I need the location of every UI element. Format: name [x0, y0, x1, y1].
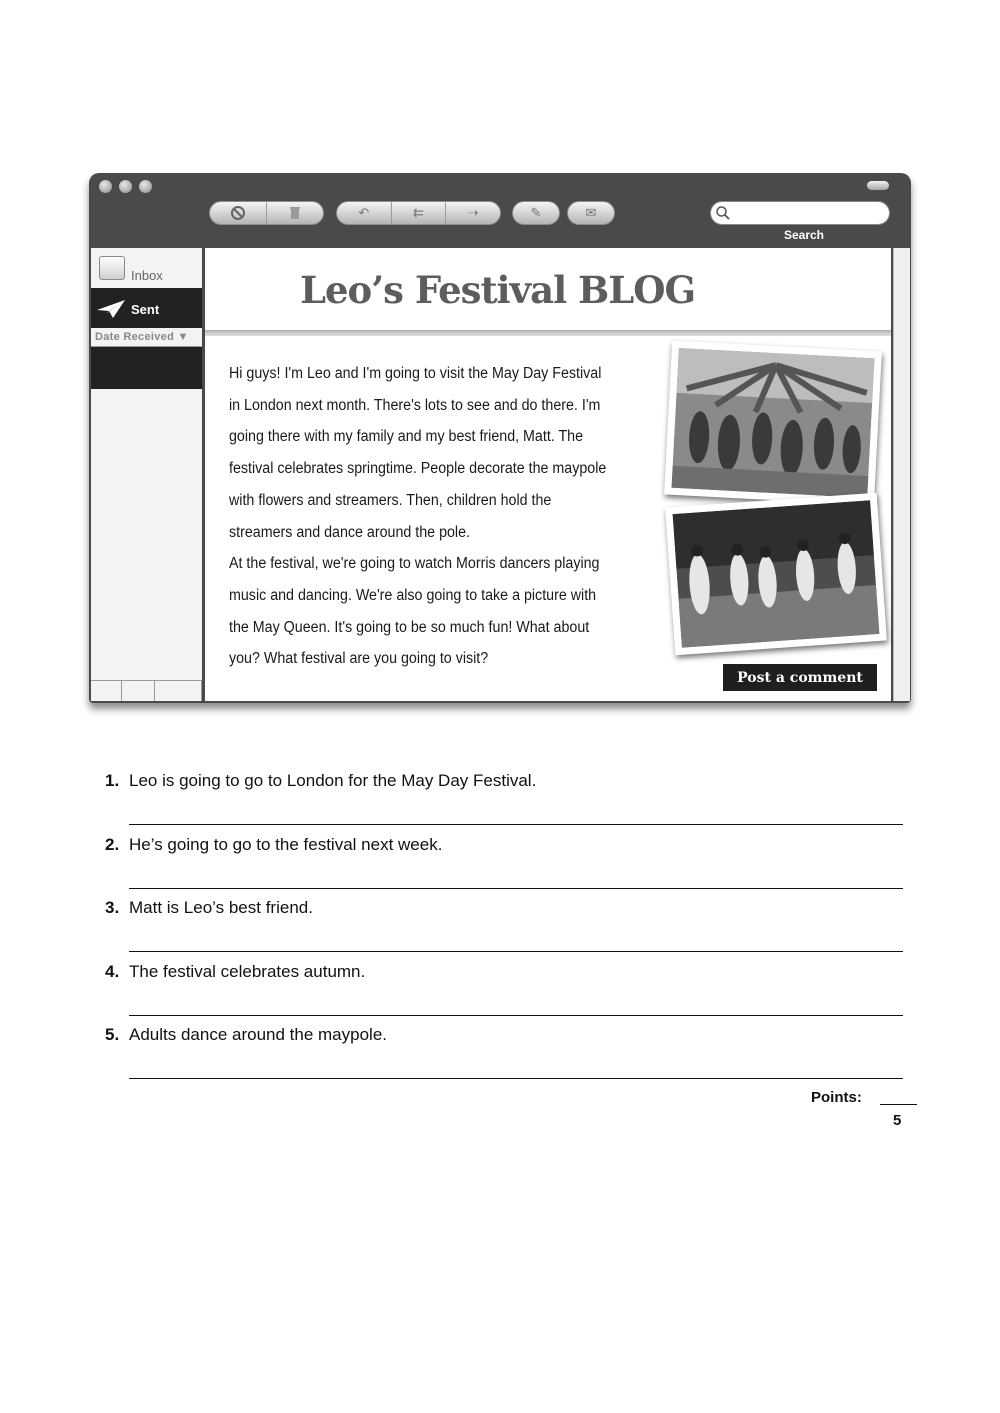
question-item [105, 768, 900, 832]
forward-icon: ➝ [467, 205, 479, 220]
reply-all-icon: ⇇ [413, 205, 424, 220]
search-input[interactable] [733, 204, 887, 222]
sidebar-item-inbox[interactable] [91, 248, 202, 288]
reply-icon: ↶ [358, 205, 370, 220]
compose-button[interactable] [513, 202, 559, 224]
compose-icon: ✎ [530, 205, 542, 220]
points-total: 5 [893, 1112, 902, 1129]
toolbar-group-new [567, 201, 615, 225]
points-label: Points: [811, 1089, 862, 1106]
toolbar-group-compose [512, 201, 560, 225]
sidebar-item-sent[interactable] [91, 288, 202, 328]
answer-field[interactable] [129, 1066, 903, 1079]
sidebar-item-label: Inbox [131, 268, 163, 283]
question-text: Leo is going to go to London for the May Day Festival. [129, 771, 537, 790]
blog-paragraph: At the festival, we're going to watch Morris dancers playing music and dancing. We're also going to take a picture with the May Queen. It's going to be so much fun! What about you? What festival are you going to visit? [229, 555, 600, 668]
window-controls [99, 180, 152, 193]
forward-button[interactable] [446, 202, 500, 224]
sidebar-footer [91, 680, 202, 701]
trash-icon [287, 205, 303, 221]
trash-button[interactable] [267, 202, 323, 224]
block-button[interactable] [210, 202, 267, 224]
reply-all-button[interactable] [392, 202, 447, 224]
footer-cell [122, 681, 155, 701]
search-box [710, 201, 890, 225]
inbox-icon [99, 256, 125, 280]
mail-window [89, 173, 911, 703]
answer-field[interactable] [129, 1003, 903, 1016]
selected-message-row[interactable] [91, 347, 202, 389]
blog-title: Leo’s Festival BLOG [300, 268, 696, 312]
answer-field[interactable] [129, 876, 903, 889]
morris-dancers-photo [665, 493, 887, 655]
title-divider [205, 330, 891, 336]
blog-body [229, 358, 611, 675]
question-number: 2. [105, 834, 120, 854]
sort-by-date-dropdown[interactable]: Date Received ▼ [91, 328, 202, 347]
new-message-icon: ✉ [585, 205, 597, 220]
maypole-photo [664, 341, 882, 506]
footer-cell [91, 681, 122, 701]
question-list [105, 768, 900, 1086]
search-icon [715, 205, 731, 221]
question-text: Adults dance around the maypole. [129, 1025, 388, 1044]
question-number: 4. [105, 961, 120, 981]
question-number: 5. [105, 1025, 120, 1044]
post-comment-button[interactable]: Post a comment [723, 664, 877, 691]
question-item [105, 832, 900, 896]
minimize-window-icon[interactable] [119, 180, 132, 193]
toolbar-group-delete [209, 201, 324, 225]
mail-sidebar [91, 248, 202, 701]
sidebar-item-label: Sent [131, 302, 160, 317]
close-window-icon[interactable] [99, 180, 112, 193]
reply-button[interactable] [337, 202, 392, 224]
answer-field[interactable] [129, 939, 903, 952]
question-number: 1. [105, 771, 120, 790]
question-item [105, 895, 900, 959]
footer-cell [155, 681, 202, 701]
paper-plane-icon [97, 300, 125, 318]
block-icon [230, 205, 246, 221]
answer-field[interactable] [129, 812, 903, 825]
points-score-field[interactable] [880, 1104, 917, 1105]
question-text: The festival celebrates autumn. [129, 961, 366, 981]
maximize-window-icon[interactable] [139, 180, 152, 193]
toolbar-toggle-button[interactable] [867, 181, 889, 190]
search-label: Search [783, 228, 825, 242]
question-text: He’s going to go to the festival next week. [129, 834, 443, 854]
question-item [105, 1022, 900, 1086]
scrollbar[interactable] [893, 248, 910, 701]
toolbar-group-reply [336, 201, 501, 225]
blog-paragraph: Hi guys! I'm Leo and I'm going to visit the May Day Festival in London next month. There's lots to see and do there. I'm going there with my family and my best friend, Matt. The festival celebrates springtime. People decorate the maypole with flowers and streamers. Then, children hold the streamers and dance around the pole. [229, 365, 607, 541]
question-text: Matt is Leo’s best friend. [129, 898, 313, 917]
question-number: 3. [105, 898, 120, 917]
question-item [105, 959, 900, 1023]
new-message-button[interactable] [568, 202, 614, 224]
message-pane [205, 248, 891, 701]
